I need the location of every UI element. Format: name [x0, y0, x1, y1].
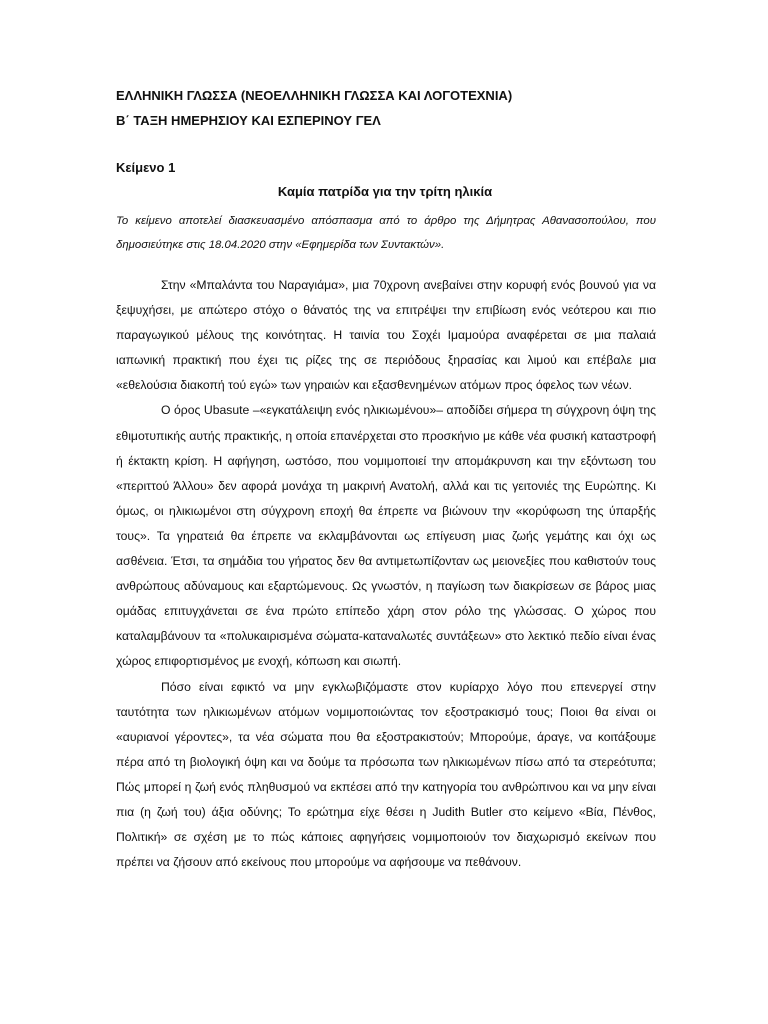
exam-class-heading: Β΄ ΤΑΞΗ ΗΜΕΡΗΣΙΟΥ ΚΑΙ ΕΣΠΕΡΙΝΟΥ ΓΕΛ	[116, 113, 381, 128]
paragraph-1: Στην «Μπαλάντα του Ναραγιάμα», μια 70χρονη ανεβαίνει στην κορυφή ενός βουνού για να ξεψυχήσει, με απώτερο στόχο ο θάνατός της να επιτρέψει την επιβίωση ενός νεότερου και πιο παραγωγικού μέλους της κοινότητας. Η ταινία του Σοχέι Ιμαμούρα αναφέρεται σε μια παλαιά ιαπωνική πρακτική που έχει τις ρίζες της σε περιόδους ξηρασίας και λιμού και επέβαλε μια «εθελούσια διακοπή τού εγώ» των γηραιών και εξασθενημένων ατόμων προς όφελος των νέων.	[116, 278, 656, 393]
paragraph-2: Ο όρος Ubasute –«εγκατάλειψη ενός ηλικιωμένου»– αποδίδει σήμερα τη σύγχρονη όψη της εθιμοτυπικής αυτής πρακτικής, η οποία επανέρχεται στο προσκήνιο με κάθε νέα φυσική καταστροφή ή έκτακτη κρίση. Η αφήγηση, ωστόσο, που νομιμοποιεί την απομάκρυνση και την εξόντωση του «περιττού Άλλου» δεν αφορά μονάχα τη μακρινή Ανατολή, αλλά και τις γειτονιές της Ευρώπης. Κι όμως, οι ηλικιωμένοι στη σύγχρονη εποχή θα έπρεπε να βιώνουν την «κορύφωση της ύπαρξής τους». Τα γηρατειά θα έπρεπε να εκλαμβάνονται ως επίγευση μιας ζωής γεμάτης και όχι ως ασθένεια. Έτσι, τα σημάδια του γήρατος δεν θα αντιμετωπίζονταν ως μειονεξίες που καθιστούν τους ανθρώπους αδύναμους και εξαρτώμενους. Ως γνωστόν, η παγίωση των διακρίσεων σε βάρος μιας ομάδας επιτυγχάνεται σε ένα πρώτο επίπεδο χάρη στον ρόλο της γλώσσας. Ο χώρος που καταλαμβάνουν τα «πολυκαιρισμένα σώματα-καταναλωτές συντάξεων» στο λεκτικό πεδίο είναι ένας χώρος επιφορτισμένος με ενοχή, κόπωση και σιωπή.	[116, 403, 656, 669]
source-note: Το κείμενο αποτελεί διασκευασμένο απόσπασμα από το άρθρο της Δήμητρας Αθανασοπούλου, που δημοσιεύτηκε στις 18.04.2020 στην «Εφημερίδα των Συντακτών».	[116, 215, 656, 251]
article-body	[116, 273, 656, 875]
paragraph-3: Πόσο είναι εφικτό να μην εγκλωβιζόμαστε στον κυρίαρχο λόγο που επενεργεί στην ταυτότητα των ηλικιωμένων ατόμων νομιμοποιώντας τον εξοστρακισμό τους; Ποιοι θα είναι οι «αυριανοί γέροντες», τα νέα σώματα που θα εξοστρακιστούν; Μπορούμε, άραγε, να κοιτάξουμε πέρα από τη βιολογική όψη και να δούμε τα πρόσωπα των ηλικιωμένων πίσω από τα στερεότυπα; Πώς μπορεί η ζωή ενός πληθυσμού να εκπέσει από την κατηγορία του ανθρώπινου και να μην είναι πια (η ζωή του) άξια οδύνης; Το ερώτημα είχε θέσει η Judith Butler στο κείμενο «Βία, Πένθος, Πολιτική» σε σχέση με το πώς κάποιες αφηγήσεις νομιμοποιούν τον διαχωρισμό εκείνων που πρέπει να ζήσουν από εκείνους που μπορούμε να αφήσουμε να πεθάνουν.	[116, 679, 656, 870]
exam-subject-heading: ΕΛΛΗΝΙΚΗ ΓΛΩΣΣΑ (ΝΕΟΕΛΛΗΝΙΚΗ ΓΛΩΣΣΑ ΚΑΙ ΛΟΓΟΤΕΧΝΙΑ)	[116, 88, 513, 103]
text-label: Κείμενο 1	[116, 160, 176, 175]
article-title: Καμία πατρίδα για την τρίτη ηλικία	[277, 184, 493, 199]
